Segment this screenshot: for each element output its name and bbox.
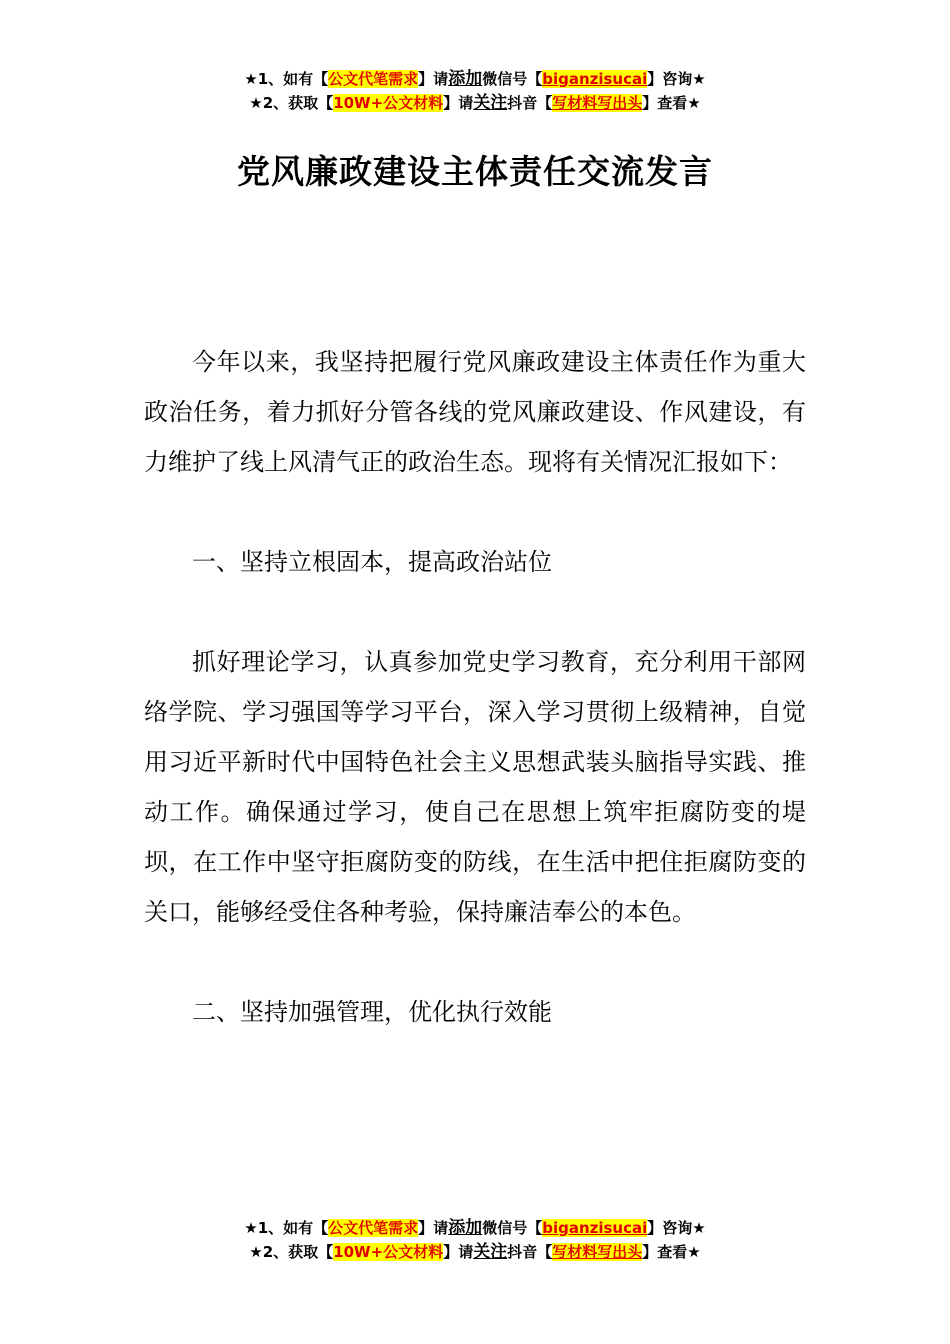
banner-line-2: ★2、获取【10W+公文材料】请关注抖音【写材料写出头】查看★ <box>249 1242 701 1262</box>
star-icon: ★ <box>244 1219 258 1237</box>
highlight-service: 公文代笔需求 <box>328 1219 419 1237</box>
paragraph-spacer <box>144 487 806 537</box>
header-banner <box>0 67 950 115</box>
douyin-account-link[interactable]: 写材料写出头 <box>552 1243 643 1261</box>
star-icon: ★ <box>244 70 258 88</box>
document-body <box>144 337 806 1037</box>
banner-line-1: ★1、如有【公文代笔需求】请添加微信号【biganzisucai】咨询★ <box>244 1218 706 1238</box>
highlight-materials: 10W+公文材料 <box>333 94 444 112</box>
star-icon: ★ <box>692 70 706 88</box>
document-title: 党风廉政建设主体责任交流发言 <box>237 152 713 191</box>
emphasis-add: 添加 <box>448 1218 483 1238</box>
douyin-account-link[interactable]: 写材料写出头 <box>552 94 643 112</box>
wechat-id-link[interactable]: biganzisucai <box>542 1219 648 1237</box>
emphasis-follow: 关注 <box>473 1242 508 1262</box>
section-1-heading: 一、坚持立根固本，提高政治站位 <box>192 548 552 576</box>
footer-banner <box>0 1216 950 1264</box>
intro-paragraph: 今年以来，我坚持把履行党风廉政建设主体责任作为重大政治任务，着力抓好分管各线的党风廉政建设、作风建设，有力维护了线上风清气正的政治生态。现将有关情况汇报如下： <box>144 348 806 476</box>
banner-line-2: ★2、获取【10W+公文材料】请关注抖音【写材料写出头】查看★ <box>249 93 701 113</box>
section-1-body: 抓好理论学习，认真参加党史学习教育，充分利用干部网络学院、学习强国等学习平台，深入学习贯彻上级精神，自觉用习近平新时代中国特色社会主义思想武装头脑指导实践、推动工作。确保通过学习，使自己在思想上筑牢拒腐防变的堤坝，在工作中坚守拒腐防变的防线，在生活中把住拒腐防变的关口，能够经受住各种考验，保持廉洁奉公的本色。 <box>144 648 806 926</box>
star-icon: ★ <box>687 1243 701 1261</box>
highlight-service: 公文代笔需求 <box>328 70 419 88</box>
highlight-materials: 10W+公文材料 <box>333 1243 444 1261</box>
star-icon: ★ <box>249 94 263 112</box>
star-icon: ★ <box>249 1243 263 1261</box>
section-2-heading: 二、坚持加强管理，优化执行效能 <box>192 998 552 1026</box>
star-icon: ★ <box>692 1219 706 1237</box>
emphasis-add: 添加 <box>448 69 483 89</box>
star-icon: ★ <box>687 94 701 112</box>
emphasis-follow: 关注 <box>473 93 508 113</box>
paragraph-spacer <box>144 937 806 987</box>
paragraph-spacer <box>144 587 806 637</box>
banner-line-1: ★1、如有【公文代笔需求】请添加微信号【biganzisucai】咨询★ <box>244 69 706 89</box>
wechat-id-link[interactable]: biganzisucai <box>542 70 648 88</box>
